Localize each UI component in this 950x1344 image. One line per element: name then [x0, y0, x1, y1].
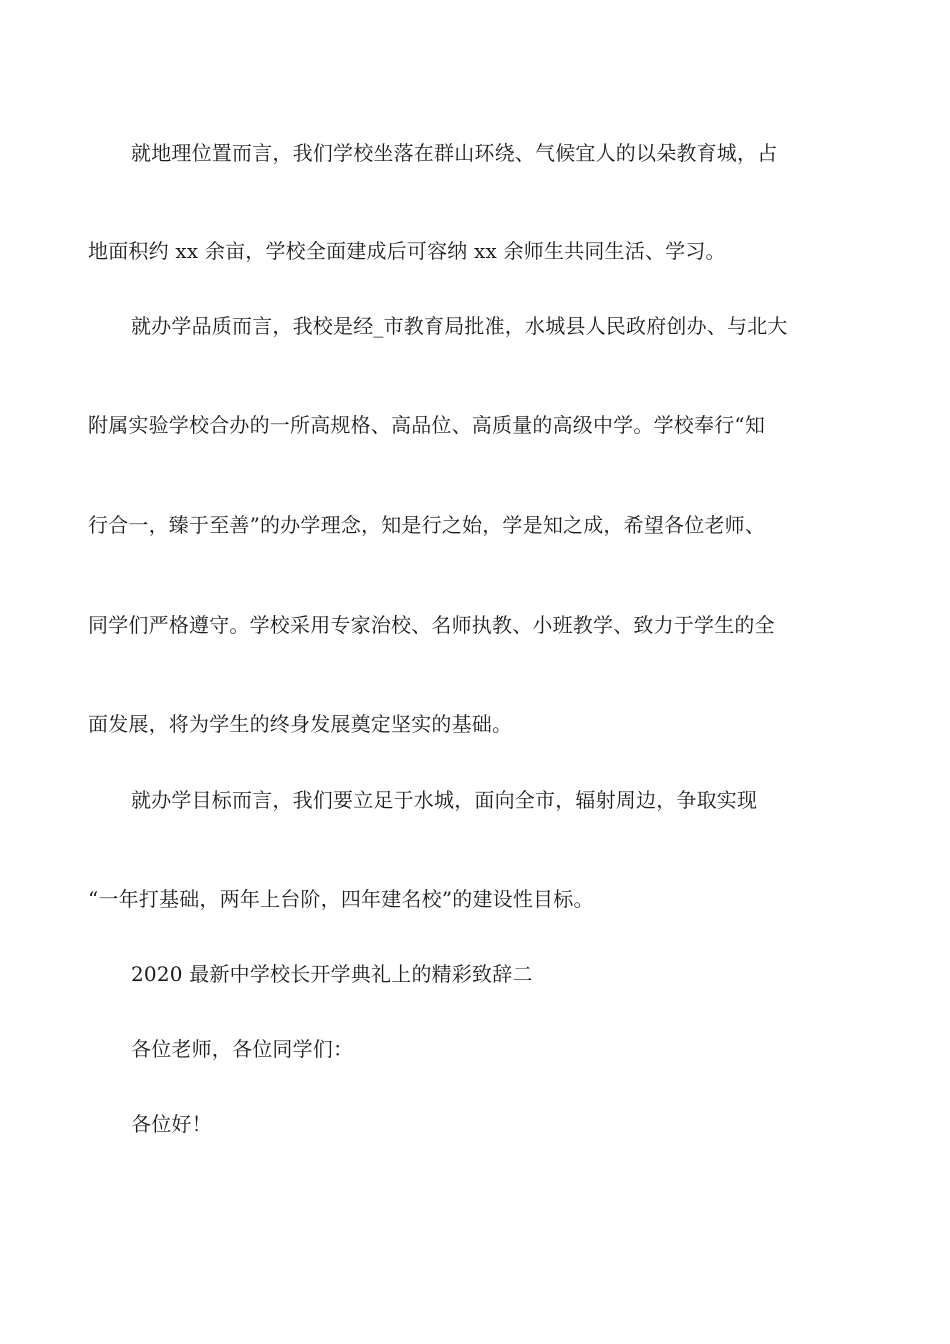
paragraph-geography-line-2: 地面积约 xx 余亩，学校全面建成后可容纳 xx 余师生共同生活、学习。 [88, 239, 726, 263]
paragraph-quality-line-5: 面发展，将为学生的终身发展奠定坚实的基础。 [88, 712, 513, 736]
section-heading: 2020 最新中学校长开学典礼上的精彩致辞二 [131, 962, 533, 986]
paragraph-quality-line-3: 行合一，臻于至善”的办学理念，知是行之始，学是知之成，希望各位老师、 [88, 513, 766, 537]
paragraph-quality-line-1: 就办学品质而言，我校是经_市教育局批准，水城县人民政府创办、与北大 [131, 314, 788, 338]
salutation: 各位老师，各位同学们： [131, 1037, 354, 1061]
greeting: 各位好！ [131, 1112, 212, 1136]
paragraph-goal-line-2: “一年打基础，两年上台阶，四年建名校”的建设性目标。 [88, 887, 594, 911]
paragraph-quality-line-4: 同学们严格遵守。学校采用专家治校、名师执教、小班教学、致力于学生的全 [88, 613, 775, 637]
paragraph-quality-line-2: 附属实验学校合办的一所高规格、高品位、高质量的高级中学。学校奉行“知 [88, 413, 766, 437]
paragraph-goal-line-1: 就办学目标而言，我们要立足于水城，面向全市，辐射周边，争取实现 [131, 788, 758, 812]
paragraph-geography-line-1: 就地理位置而言，我们学校坐落在群山环绕、气候宜人的以朵教育城，占 [131, 141, 778, 165]
